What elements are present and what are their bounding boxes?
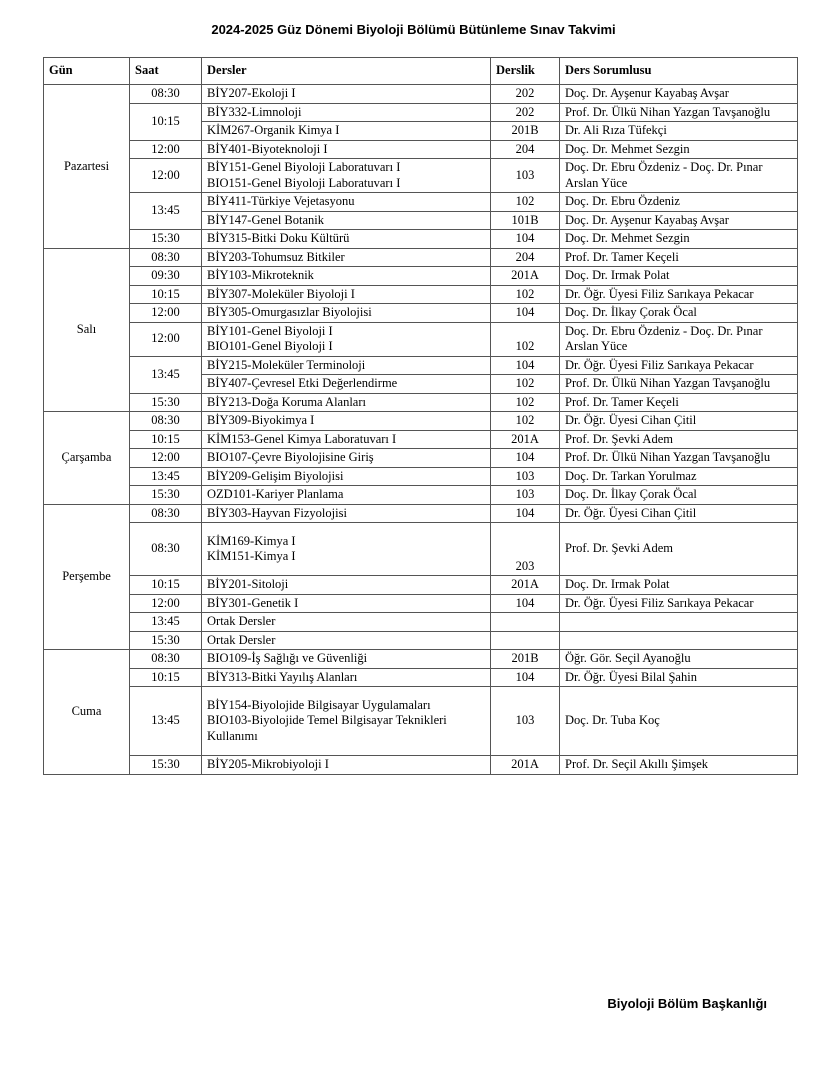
day-cell-wednesday: Çarşamba <box>44 412 130 505</box>
instructor-cell: Doç. Dr. Ebru Özdeniz - Doç. Dr. Pınar Arslan Yüce <box>560 322 798 356</box>
table-header-row <box>44 58 798 85</box>
table-row <box>44 486 798 505</box>
table-row <box>44 230 798 249</box>
time-cell: 12:00 <box>130 594 202 613</box>
exam-schedule-table <box>43 57 798 775</box>
room-cell: 203 <box>491 523 560 576</box>
day-cell-monday: Pazartesi <box>44 85 130 249</box>
time-cell: 10:15 <box>130 430 202 449</box>
instructor-cell: Doç. Dr. Ebru Özdeniz <box>560 193 798 212</box>
instructor-cell: Doç. Dr. Ayşenur Kayabaş Avşar <box>560 211 798 230</box>
course-cell <box>202 159 491 193</box>
time-cell: 12:00 <box>130 322 202 356</box>
time-cell: 15:30 <box>130 631 202 650</box>
instructor-cell: Doç. Dr. Irmak Polat <box>560 267 798 286</box>
time-cell: 08:30 <box>130 248 202 267</box>
room-cell: 104 <box>491 356 560 375</box>
course-line: BİY151-Genel Biyoloji Laboratuvarı I <box>207 160 401 174</box>
room-cell: 201B <box>491 122 560 141</box>
header-instructor: Ders Sorumlusu <box>560 58 798 85</box>
course-cell: BİY411-Türkiye Vejetasyonu <box>202 193 491 212</box>
course-cell: BİY401-Biyoteknoloji I <box>202 140 491 159</box>
room-cell: 201A <box>491 430 560 449</box>
time-cell: 12:00 <box>130 140 202 159</box>
time-cell: 10:15 <box>130 576 202 595</box>
room-cell: 202 <box>491 85 560 104</box>
room-cell <box>491 613 560 632</box>
instructor-cell: Doç. Dr. Ebru Özdeniz - Doç. Dr. Pınar Arslan Yüce <box>560 159 798 193</box>
table-row <box>44 467 798 486</box>
room-cell: 202 <box>491 103 560 122</box>
course-cell <box>202 322 491 356</box>
course-cell: BİY407-Çevresel Etki Değerlendirme <box>202 375 491 394</box>
instructor-cell: Prof. Dr. Tamer Keçeli <box>560 248 798 267</box>
instructor-cell: Doç. Dr. Tarkan Yorulmaz <box>560 467 798 486</box>
day-cell-tuesday: Salı <box>44 248 130 412</box>
table-row <box>44 103 798 122</box>
room-cell: 101B <box>491 211 560 230</box>
instructor-cell: Dr. Öğr. Üyesi Filiz Sarıkaya Pekacar <box>560 356 798 375</box>
room-cell: 104 <box>491 594 560 613</box>
day-cell-friday: Cuma <box>44 650 130 775</box>
course-cell: BİY303-Hayvan Fizyolojisi <box>202 504 491 523</box>
room-cell: 102 <box>491 412 560 431</box>
instructor-cell: Doç. Dr. Irmak Polat <box>560 576 798 595</box>
time-cell: 08:30 <box>130 504 202 523</box>
table-row <box>44 267 798 286</box>
room-cell: 104 <box>491 449 560 468</box>
instructor-cell: Doç. Dr. İlkay Çorak Öcal <box>560 304 798 323</box>
instructor-cell: Öğr. Gör. Seçil Ayanoğlu <box>560 650 798 669</box>
course-cell: BİY301-Genetik I <box>202 594 491 613</box>
room-cell: 104 <box>491 230 560 249</box>
instructor-cell: Dr. Öğr. Üyesi Filiz Sarıkaya Pekacar <box>560 285 798 304</box>
table-row <box>44 430 798 449</box>
instructor-cell: Doç. Dr. Mehmet Sezgin <box>560 230 798 249</box>
time-cell: 13:45 <box>130 193 202 230</box>
table-row <box>44 613 798 632</box>
table-row <box>44 449 798 468</box>
course-cell: BİY305-Omurgasızlar Biyolojisi <box>202 304 491 323</box>
instructor-cell: Dr. Ali Rıza Tüfekçi <box>560 122 798 141</box>
course-line: BIO151-Genel Biyoloji Laboratuvarı I <box>207 175 401 190</box>
room-cell: 102 <box>491 375 560 394</box>
room-cell: 102 <box>491 285 560 304</box>
course-cell: BİY207-Ekoloji I <box>202 85 491 104</box>
table-row <box>44 322 798 356</box>
table-row <box>44 393 798 412</box>
table-row <box>44 356 798 375</box>
time-cell: 15:30 <box>130 230 202 249</box>
time-cell: 13:45 <box>130 467 202 486</box>
table-row <box>44 159 798 193</box>
time-cell: 10:15 <box>130 668 202 687</box>
course-line: KİM169-Kimya I <box>207 533 296 548</box>
room-cell: 104 <box>491 668 560 687</box>
table-row <box>44 412 798 431</box>
room-cell: 103 <box>491 467 560 486</box>
time-cell: 15:30 <box>130 393 202 412</box>
course-cell <box>202 687 491 756</box>
time-cell: 08:30 <box>130 85 202 104</box>
instructor-cell <box>560 613 798 632</box>
room-cell <box>491 631 560 650</box>
table-row <box>44 756 798 775</box>
table-row <box>44 576 798 595</box>
course-cell: Ortak Dersler <box>202 613 491 632</box>
course-cell: BİY213-Doğa Koruma Alanları <box>202 393 491 412</box>
instructor-cell: Doç. Dr. İlkay Çorak Öcal <box>560 486 798 505</box>
table-row <box>44 650 798 669</box>
course-cell: Ortak Dersler <box>202 631 491 650</box>
room-cell: 103 <box>491 486 560 505</box>
instructor-cell: Doç. Dr. Ayşenur Kayabaş Avşar <box>560 85 798 104</box>
course-cell: BİY209-Gelişim Biyolojisi <box>202 467 491 486</box>
course-cell: BİY307-Moleküler Biyoloji I <box>202 285 491 304</box>
instructor-cell: Prof. Dr. Ülkü Nihan Yazgan Tavşanoğlu <box>560 103 798 122</box>
table-row <box>44 85 798 104</box>
course-line: BİY101-Genel Biyoloji I <box>207 323 333 338</box>
room-cell: 201B <box>491 650 560 669</box>
course-cell: BIO109-İş Sağlığı ve Güvenliği <box>202 650 491 669</box>
course-cell <box>202 523 491 576</box>
instructor-cell: Doç. Dr. Tuba Koç <box>560 687 798 756</box>
course-cell: BİY203-Tohumsuz Bitkiler <box>202 248 491 267</box>
header-day: Gün <box>44 58 130 85</box>
time-cell: 09:30 <box>130 267 202 286</box>
course-cell: BİY103-Mikroteknik <box>202 267 491 286</box>
time-cell: 15:30 <box>130 756 202 775</box>
time-cell: 08:30 <box>130 650 202 669</box>
instructor-cell: Prof. Dr. Şevki Adem <box>560 430 798 449</box>
header-course: Dersler <box>202 58 491 85</box>
course-cell: BİY313-Bitki Yayılış Alanları <box>202 668 491 687</box>
time-cell: 13:45 <box>130 356 202 393</box>
table-row <box>44 523 798 576</box>
room-cell: 103 <box>491 687 560 756</box>
room-cell: 104 <box>491 304 560 323</box>
instructor-cell: Dr. Öğr. Üyesi Cihan Çitil <box>560 412 798 431</box>
instructor-cell: Prof. Dr. Şevki Adem <box>560 523 798 576</box>
course-cell: BİY205-Mikrobiyoloji I <box>202 756 491 775</box>
table-row <box>44 594 798 613</box>
course-line: KİM151-Kimya I <box>207 549 296 563</box>
instructor-cell: Prof. Dr. Seçil Akıllı Şimşek <box>560 756 798 775</box>
header-time: Saat <box>130 58 202 85</box>
room-cell: 102 <box>491 322 560 356</box>
instructor-cell: Prof. Dr. Tamer Keçeli <box>560 393 798 412</box>
course-cell: KİM153-Genel Kimya Laboratuvarı I <box>202 430 491 449</box>
course-cell: BIO107-Çevre Biyolojisine Giriş <box>202 449 491 468</box>
instructor-cell: Prof. Dr. Ülkü Nihan Yazgan Tavşanoğlu <box>560 375 798 394</box>
day-cell-thursday: Perşembe <box>44 504 130 650</box>
table-row <box>44 140 798 159</box>
course-line: BIO101-Genel Biyoloji I <box>207 339 333 353</box>
room-cell: 103 <box>491 159 560 193</box>
time-cell: 10:15 <box>130 285 202 304</box>
time-cell: 10:15 <box>130 103 202 140</box>
header-room: Derslik <box>491 58 560 85</box>
table-row <box>44 687 798 756</box>
room-cell: 104 <box>491 504 560 523</box>
table-row <box>44 248 798 267</box>
instructor-cell: Doç. Dr. Mehmet Sezgin <box>560 140 798 159</box>
time-cell: 13:45 <box>130 687 202 756</box>
instructor-cell: Dr. Öğr. Üyesi Cihan Çitil <box>560 504 798 523</box>
time-cell: 12:00 <box>130 159 202 193</box>
course-cell: BİY215-Moleküler Terminoloji <box>202 356 491 375</box>
room-cell: 204 <box>491 248 560 267</box>
table-row <box>44 285 798 304</box>
course-cell: KİM267-Organik Kimya I <box>202 122 491 141</box>
table-row <box>44 193 798 212</box>
instructor-cell: Dr. Öğr. Üyesi Filiz Sarıkaya Pekacar <box>560 594 798 613</box>
room-cell: 201A <box>491 267 560 286</box>
table-row <box>44 668 798 687</box>
room-cell: 201A <box>491 756 560 775</box>
time-cell: 13:45 <box>130 613 202 632</box>
table-row <box>44 504 798 523</box>
course-line: BİY154-Biyolojide Bilgisayar Uygulamaları <box>207 697 431 712</box>
time-cell: 15:30 <box>130 486 202 505</box>
instructor-cell <box>560 631 798 650</box>
instructor-cell: Prof. Dr. Ülkü Nihan Yazgan Tavşanoğlu <box>560 449 798 468</box>
course-line: BIO103-Biyolojide Temel Bilgisayar Teknikleri Kullanımı <box>207 713 447 743</box>
course-cell: BİY332-Limnoloji <box>202 103 491 122</box>
time-cell: 12:00 <box>130 304 202 323</box>
course-cell: BİY147-Genel Botanik <box>202 211 491 230</box>
room-cell: 102 <box>491 193 560 212</box>
document-title: 2024-2025 Güz Dönemi Biyoloji Bölümü Bütünleme Sınav Takvimi <box>211 22 616 37</box>
room-cell: 102 <box>491 393 560 412</box>
room-cell: 201A <box>491 576 560 595</box>
course-cell: BİY315-Bitki Doku Kültürü <box>202 230 491 249</box>
table-row <box>44 304 798 323</box>
table-row <box>44 631 798 650</box>
course-cell: BİY201-Sitoloji <box>202 576 491 595</box>
instructor-cell: Dr. Öğr. Üyesi Bilal Şahin <box>560 668 798 687</box>
time-cell: 08:30 <box>130 412 202 431</box>
course-cell: OZD101-Kariyer Planlama <box>202 486 491 505</box>
course-cell: BİY309-Biyokimya I <box>202 412 491 431</box>
room-cell: 204 <box>491 140 560 159</box>
time-cell: 12:00 <box>130 449 202 468</box>
department-signature: Biyoloji Bölüm Başkanlığı <box>607 996 767 1011</box>
time-cell: 08:30 <box>130 523 202 576</box>
